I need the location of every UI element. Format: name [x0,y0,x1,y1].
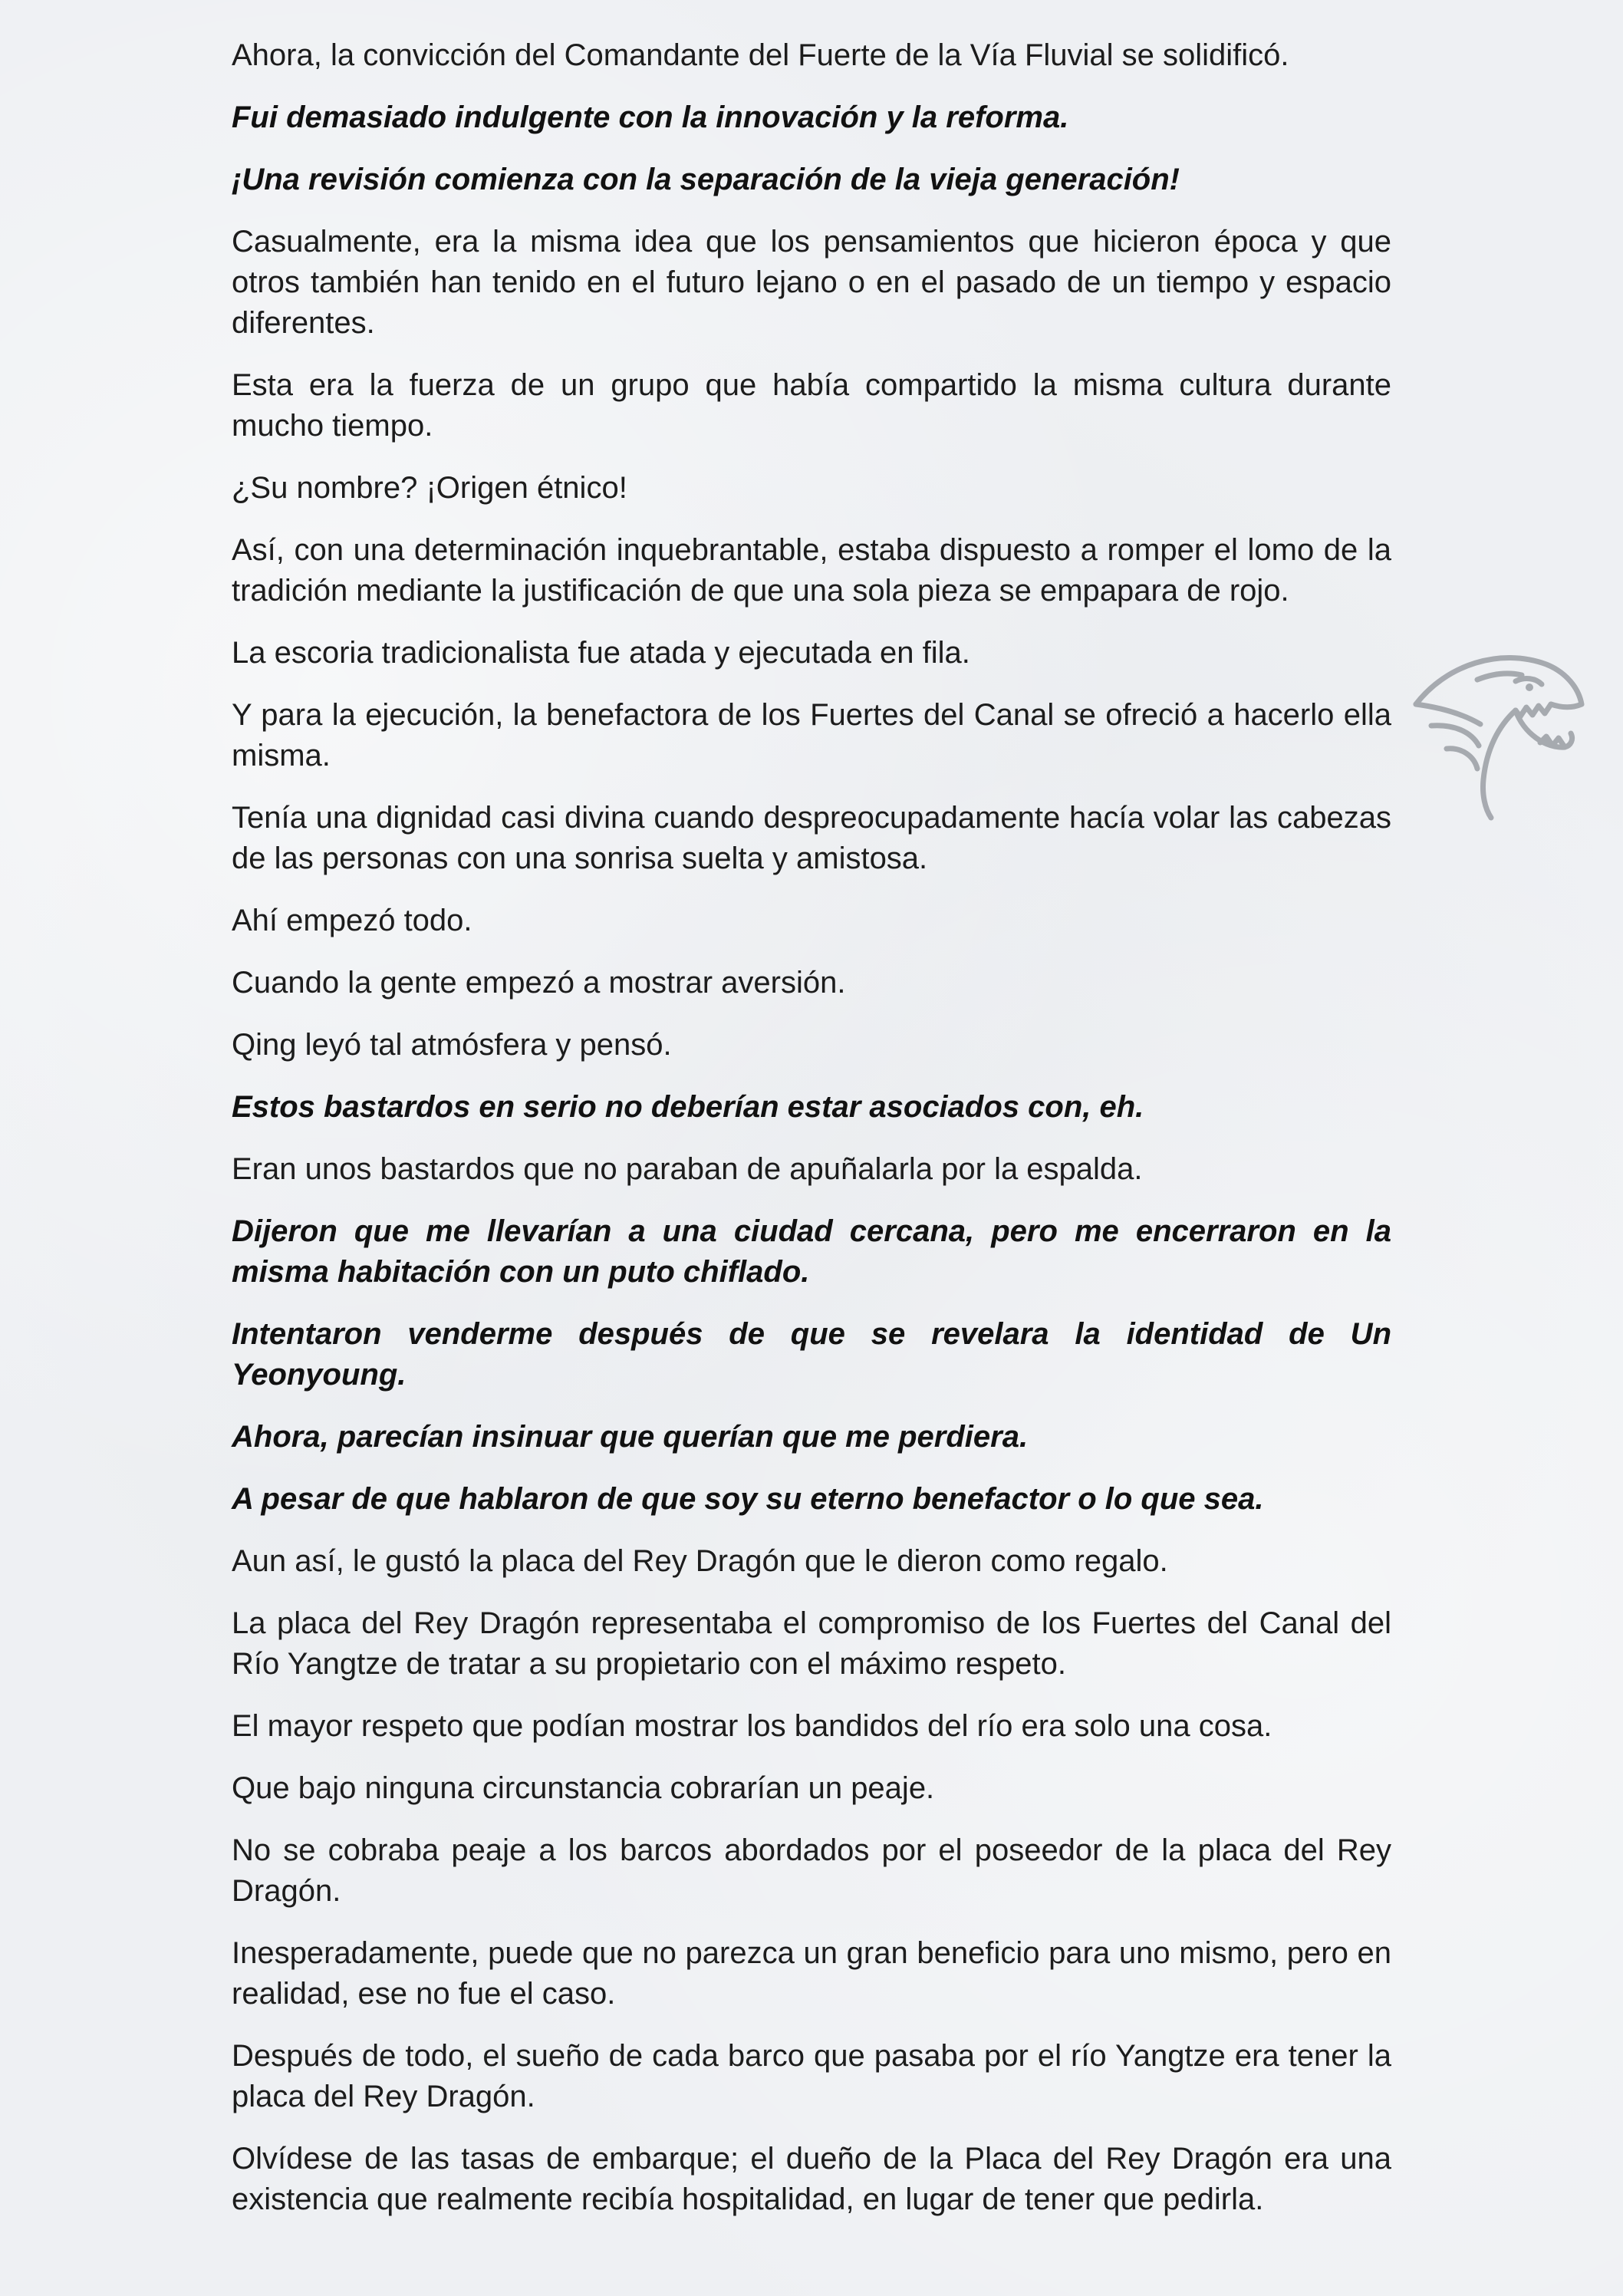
paragraph: A pesar de que hablaron de que soy su eterno benefactor o lo que sea. [232,1482,1264,1516]
paragraph: Así, con una determinación inquebrantable, estaba dispuesto a romper el lomo de la tradición mediante la justificación de que una sola pieza se empapara de rojo. [232,533,1391,608]
paragraph: Ahí empezó todo. [232,904,472,937]
paragraph: Que bajo ninguna circunstancia cobrarían un peaje. [232,1771,935,1805]
paragraph: Y para la ejecución, la benefactora de los Fuertes del Canal se ofreció a hacerlo ella misma. [232,698,1391,772]
paragraph: Casualmente, era la misma idea que los pensamientos que hicieron época y que otros también han tenido en el futuro lejano o en el pasado de un tiempo y espacio diferentes. [232,225,1391,340]
paragraph: No se cobraba peaje a los barcos abordados por el poseedor de la placa del Rey Dragón. [232,1833,1391,1908]
paragraph: Inesperadamente, puede que no parezca un gran beneficio para uno mismo, pero en realidad, ese no fue el caso. [232,1936,1391,2011]
paragraph: Esta era la fuerza de un grupo que había compartido la misma cultura durante mucho tiempo. [232,368,1391,443]
paragraph: El mayor respeto que podían mostrar los bandidos del río era solo una cosa. [232,1709,1272,1743]
paragraph: La placa del Rey Dragón representaba el compromiso de los Fuertes del Canal del Río Yangtze de tratar a su propietario con el máximo respeto. [232,1606,1391,1681]
text-column [232,35,1391,2242]
paragraph: La escoria tradicionalista fue atada y ejecutada en fila. [232,636,970,670]
paragraph: Estos bastardos en serio no deberían estar asociados con, eh. [232,1090,1144,1124]
paragraph: Dijeron que me llevarían a una ciudad cercana, pero me encerraron en la misma habitación con un puto chiflado. [232,1214,1391,1289]
paragraph: Cuando la gente empezó a mostrar aversión. [232,966,846,1000]
paragraph: Olvídese de las tasas de embarque; el dueño de la Placa del Rey Dragón era una existencia que realmente recibía hospitalidad, en lugar de tener que pedirla. [232,2142,1391,2216]
paragraph: Fui demasiado indulgente con la innovación y la reforma. [232,100,1069,134]
paragraph: Eran unos bastardos que no paraban de apuñalarla por la espalda. [232,1152,1143,1186]
paragraph: Aun así, le gustó la placa del Rey Dragón que le dieron como regalo. [232,1544,1168,1578]
dinosaur-head-icon [1401,634,1592,825]
paragraph: ¡Una revisión comienza con la separación de la vieja generación! [232,163,1180,196]
paragraph: Qing leyó tal atmósfera y pensó. [232,1028,672,1062]
paragraph: Ahora, la convicción del Comandante del Fuerte de la Vía Fluvial se solidificó. [232,38,1289,72]
paragraph: Intentaron venderme después de que se revelara la identidad de Un Yeonyoung. [232,1317,1391,1392]
paragraph: ¿Su nombre? ¡Origen étnico! [232,471,627,505]
paragraph: Después de todo, el sueño de cada barco que pasaba por el río Yangtze era tener la placa del Rey Dragón. [232,2039,1391,2113]
paragraph: Tenía una dignidad casi divina cuando despreocupadamente hacía volar las cabezas de las personas con una sonrisa suelta y amistosa. [232,801,1391,875]
paragraph: Ahora, parecían insinuar que querían que me perdiera. [232,1420,1029,1454]
